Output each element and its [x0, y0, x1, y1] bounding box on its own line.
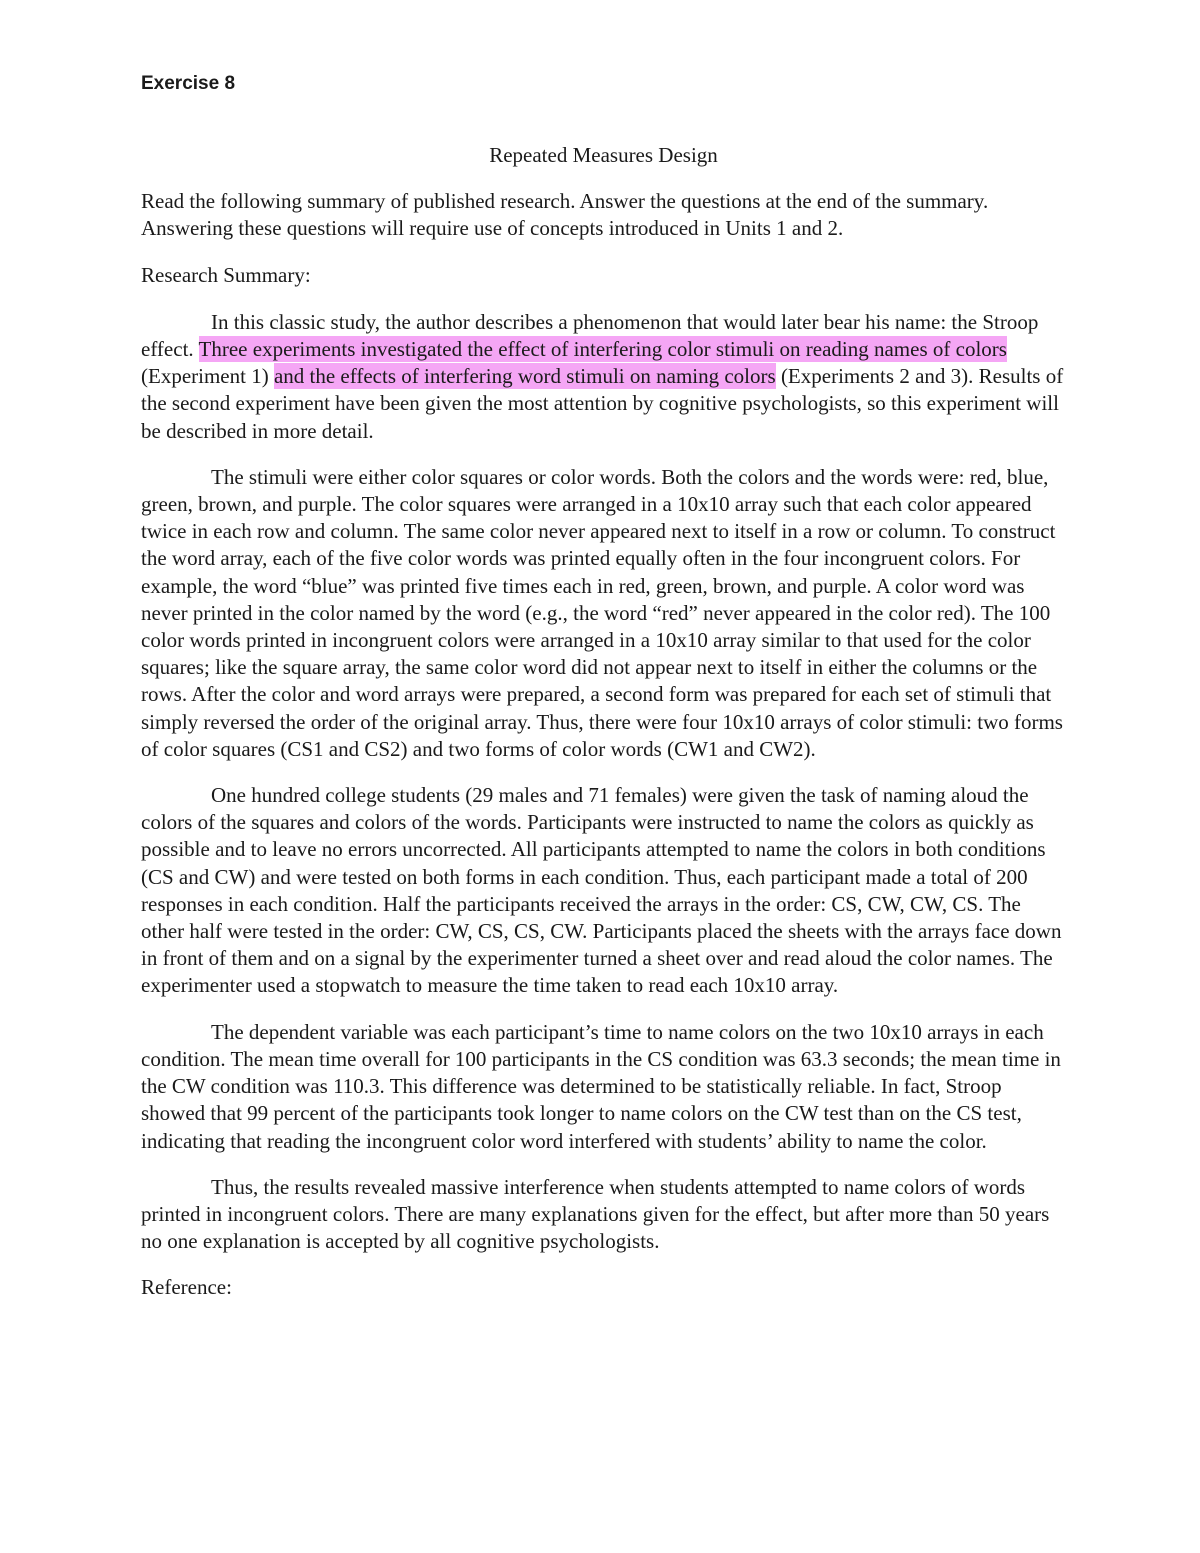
- exercise-label: Exercise 8: [141, 73, 236, 94]
- paragraph-stimuli: The stimuli were either color squares or color words. Both the colors and the words were: red, blue, green, brown, and purple. The color squares were arranged in a 10x10 array such that each color appeared twice in each row and column. The same color never appeared next to itself in a row or column. To construct the word array, each of the five color words was printed equally often in the four incongruent colors. For example, the word “blue” was printed five times each in red, green, brown, and purple. A color word was never printed in the color named by the word (e.g., the word “red” never appeared in the color red). The 100 color words printed in incongruent colors were arranged in a 10x10 array similar to that used for the color squares; like the square array, the same color word did not appear next to itself in either the columns or the rows. After the color and word arrays were prepared, a second form was prepared for each set of stimuli that simply reversed the order of the original array. Thus, there were four 10x10 arrays of color stimuli: two forms of color squares (CS1 and CS2) and two forms of color words (CW1 and CW2).: [141, 464, 1063, 761]
- document-content: [141, 70, 1066, 1302]
- paragraph-stroop-intro: [141, 309, 1066, 445]
- intro-paragraph: Read the following summary of published research. Answer the questions at the end of the summary. Answering these questions will require use of concepts introduced in Units 1 and 2.: [141, 189, 989, 241]
- research-summary-label: Research Summary:: [141, 262, 311, 287]
- paragraph-text: (Experiments 2 and 3). Results of the second experiment have been given the most attention by cognitive psychologists, so this experiment will be described in more detail.: [141, 364, 1064, 443]
- paragraph-dependent-variable: The dependent variable was each participant’s time to name colors on the two 10x10 arrays in each condition. The mean time overall for 100 participants in the CS condition was 63.3 seconds; the mean time in the CW condition was 110.3. This difference was determined to be statistically reliable. In fact, Stroop showed that 99 percent of the participants took longer to name colors on the CW test than on the CS test, indicating that reading the incongruent color word interfered with students’ ability to name the color.: [141, 1019, 1061, 1153]
- highlighted-text: and the effects of interfering word stimuli on naming colors: [273, 364, 776, 389]
- document-title: Repeated Measures Design: [489, 143, 718, 167]
- paragraph-participants: One hundred college students (29 males and 71 females) were given the task of naming aloud the colors of the squares and colors of the words. Participants were instructed to name the colors as quickly as possible and to leave no errors uncorrected. All participants attempted to name the colors in both conditions (CS and CW) and were tested on both forms in each condition. Thus, each participant made a total of 200 responses in each condition. Half the participants received the arrays in the order: CS, CW, CW, CS. The other half were tested in the order: CW, CS, CS, CW. Participants placed the sheets with the arrays face down in front of them and on a signal by the experimenter turned a sheet over and read aloud the color names. The experimenter used a stopwatch to measure the time taken to read each 10x10 array.: [141, 783, 1062, 998]
- highlighted-text: Three experiments investigated the effect of interfering color stimuli on reading names of colors: [198, 337, 1007, 362]
- reference-label: Reference:: [141, 1275, 232, 1300]
- paragraph-conclusion: Thus, the results revealed massive interference when students attempted to name colors of words printed in incongruent colors. There are many explanations given for the effect, but after more than 50 years no one explanation is accepted by all cognitive psychologists.: [141, 1174, 1050, 1254]
- paragraph-text: In this classic study, the author describes a phenomenon that would later bear his name: the Stroop effect.: [141, 309, 1039, 362]
- paragraph-text: (Experiment 1): [141, 364, 274, 389]
